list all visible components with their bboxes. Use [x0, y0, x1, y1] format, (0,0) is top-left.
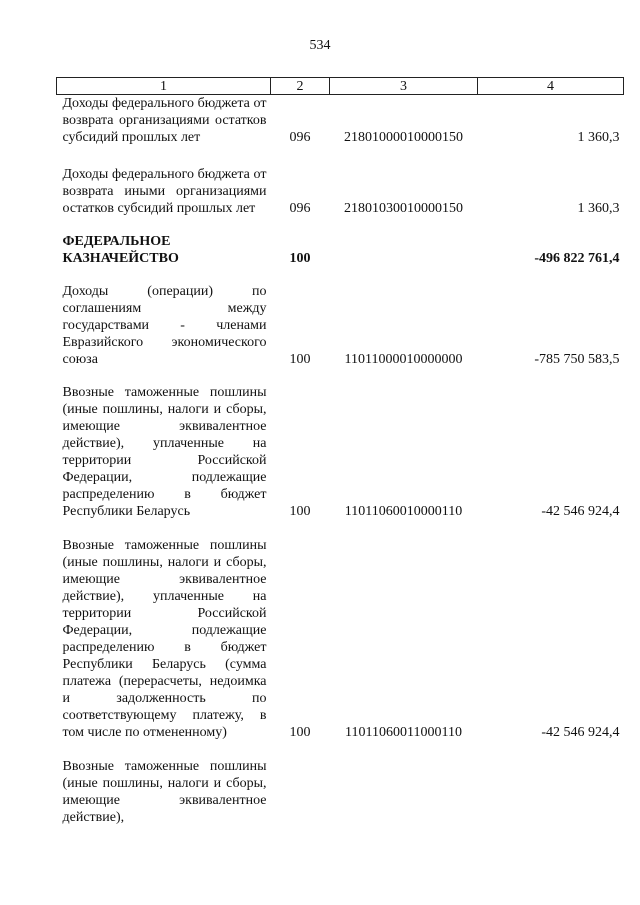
row-amount: [478, 741, 624, 826]
table-header: [57, 78, 624, 95]
row-admin-code: 100: [289, 504, 311, 519]
table-row: [57, 146, 624, 217]
row-name: Доходы (операции) по соглашениям между государствами - членами Евразийского экономического союза: [62, 284, 267, 367]
header-col-3: 3: [330, 78, 478, 95]
row-admin-code: 100: [289, 725, 311, 740]
row-budget-code: 21801030010000150: [344, 201, 463, 216]
row-admin-code: 096: [289, 130, 311, 145]
row-amount: -496 822 761,4: [534, 251, 620, 266]
header-row: [57, 78, 624, 95]
header-col-4: 4: [478, 78, 624, 95]
row-admin-code: 100: [289, 352, 311, 367]
budget-table: [56, 77, 624, 826]
row-name: Ввозные таможенные пошлины (иные пошлины, налоги и сборы, имеющие эквивалентное действие), уплаченные на территории Российской Федерации, подлежащие распределению в бюджет Республики Беларусь: [62, 385, 267, 519]
row-name: Доходы федерального бюджета от возврата организациями остатков субсидий прошлых лет: [62, 96, 267, 145]
table-row: [57, 267, 624, 368]
table-row: [57, 217, 624, 267]
header-col-2: 2: [271, 78, 330, 95]
table-row: [57, 741, 624, 826]
row-budget-code: [330, 741, 478, 826]
row-name: Ввозные таможенные пошлины (иные пошлины, налоги и сборы, имеющие эквивалентное действие),: [62, 759, 267, 825]
row-admin-code: [271, 741, 330, 826]
row-amount: 1 360,3: [577, 201, 620, 216]
table-row: [57, 95, 624, 147]
row-name: Доходы федерального бюджета от возврата иными организациями остатков субсидий прошлых лет: [62, 167, 267, 216]
row-admin-code: 096: [289, 201, 311, 216]
table-body: [57, 95, 624, 827]
row-amount: -42 546 924,4: [541, 504, 620, 519]
row-budget-code: 21801000010000150: [344, 130, 463, 145]
table-row: [57, 368, 624, 520]
row-amount: 1 360,3: [577, 130, 620, 145]
row-amount: -42 546 924,4: [541, 725, 620, 740]
row-budget-code: [330, 217, 478, 267]
row-name: Ввозные таможенные пошлины (иные пошлины, налоги и сборы, имеющие эквивалентное действие), уплаченные на территории Российской Федерации, подлежащие распределению в бюджет Республики Беларусь (сумма платежа (перерасчеты, недоимка и задолженность по соответствующему платежу, в том числе по отмененному): [62, 538, 267, 740]
row-name: ФЕДЕРАЛЬНОЕ КАЗНАЧЕЙСТВО: [62, 234, 179, 266]
row-admin-code: 100: [289, 251, 311, 266]
row-budget-code: 11011060010000110: [344, 504, 463, 519]
row-budget-code: 11011000010000000: [344, 352, 463, 367]
table-row: [57, 520, 624, 741]
row-amount: -785 750 583,5: [534, 352, 620, 367]
header-col-1: 1: [57, 78, 271, 95]
page-number: 534: [309, 38, 331, 53]
row-budget-code: 11011060011000110: [345, 725, 462, 740]
